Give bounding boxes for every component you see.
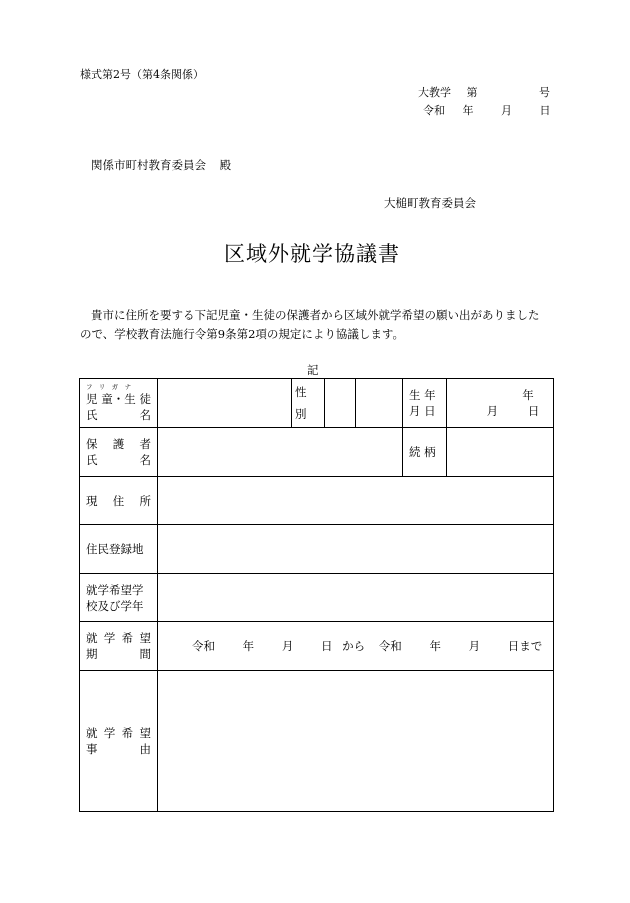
sex-label: 性 別	[292, 379, 325, 428]
doc-number-go: 号	[539, 86, 550, 99]
child-name-field[interactable]	[158, 379, 292, 428]
application-table	[79, 378, 554, 812]
table-row	[80, 671, 554, 812]
issue-date	[423, 102, 551, 118]
doc-number-dai: 第	[466, 86, 478, 99]
table-row	[80, 477, 554, 525]
address-label: 現 住 所	[80, 477, 158, 525]
desired-school-label: 就学希望学 校及び学年	[80, 574, 158, 622]
period-field[interactable]: 令和 年 月 日 から 令和 年 月 日まで	[158, 622, 554, 671]
desired-school-field[interactable]	[158, 574, 554, 622]
guardian-name-field[interactable]	[158, 428, 403, 477]
date-year: 年	[462, 104, 474, 117]
table-row	[80, 622, 554, 671]
date-era: 令和	[423, 104, 445, 117]
sex-field[interactable]	[325, 379, 403, 428]
doc-number-prefix: 大教学	[418, 86, 451, 99]
table-row	[80, 574, 554, 622]
furigana-label: フリガナ	[86, 383, 138, 391]
ki-mark: 記	[307, 363, 319, 377]
table-row	[80, 525, 554, 574]
honorific: 殿	[219, 158, 232, 172]
birth-date-label: 生 年 月 日	[403, 379, 447, 428]
reason-field[interactable]	[158, 671, 554, 812]
date-day: 日	[539, 104, 551, 117]
form-number: 様式第2号（第4条関係）	[80, 68, 204, 81]
relation-label: 続 柄	[403, 428, 447, 477]
period-label: 就 学 希 望 期 間	[80, 622, 158, 671]
birth-date-field[interactable]: 年 月 日	[447, 379, 554, 428]
divider	[355, 379, 356, 427]
guardian-name-label: 保 護 者 氏 名	[80, 428, 158, 477]
sender: 大槌町教育委員会	[384, 196, 476, 210]
document-title: 区域外就学協議書	[224, 242, 400, 266]
address-field[interactable]	[158, 477, 554, 525]
recipient-line	[91, 157, 231, 173]
registered-address-label: 住民登録地	[80, 525, 158, 574]
relation-field[interactable]	[447, 428, 554, 477]
doc-number	[418, 84, 550, 100]
registered-address-field[interactable]	[158, 525, 554, 574]
reason-label: 就 学 希 望 事 由	[80, 671, 158, 812]
body-text-line-1: 貴市に住所を要する下記児童・生徒の保護者から区域外就学希望の願い出がありました	[91, 308, 540, 322]
child-name-label: フリガナ 児 童・生 徒 氏 名	[80, 379, 158, 428]
table-row	[80, 379, 554, 428]
recipient: 関係市町村教育委員会	[91, 158, 206, 172]
date-month: 月	[501, 104, 512, 117]
body-text-line-2: ので、学校教育法施行令第9条第2項の規定により協議します。	[80, 327, 404, 341]
table-row	[80, 428, 554, 477]
